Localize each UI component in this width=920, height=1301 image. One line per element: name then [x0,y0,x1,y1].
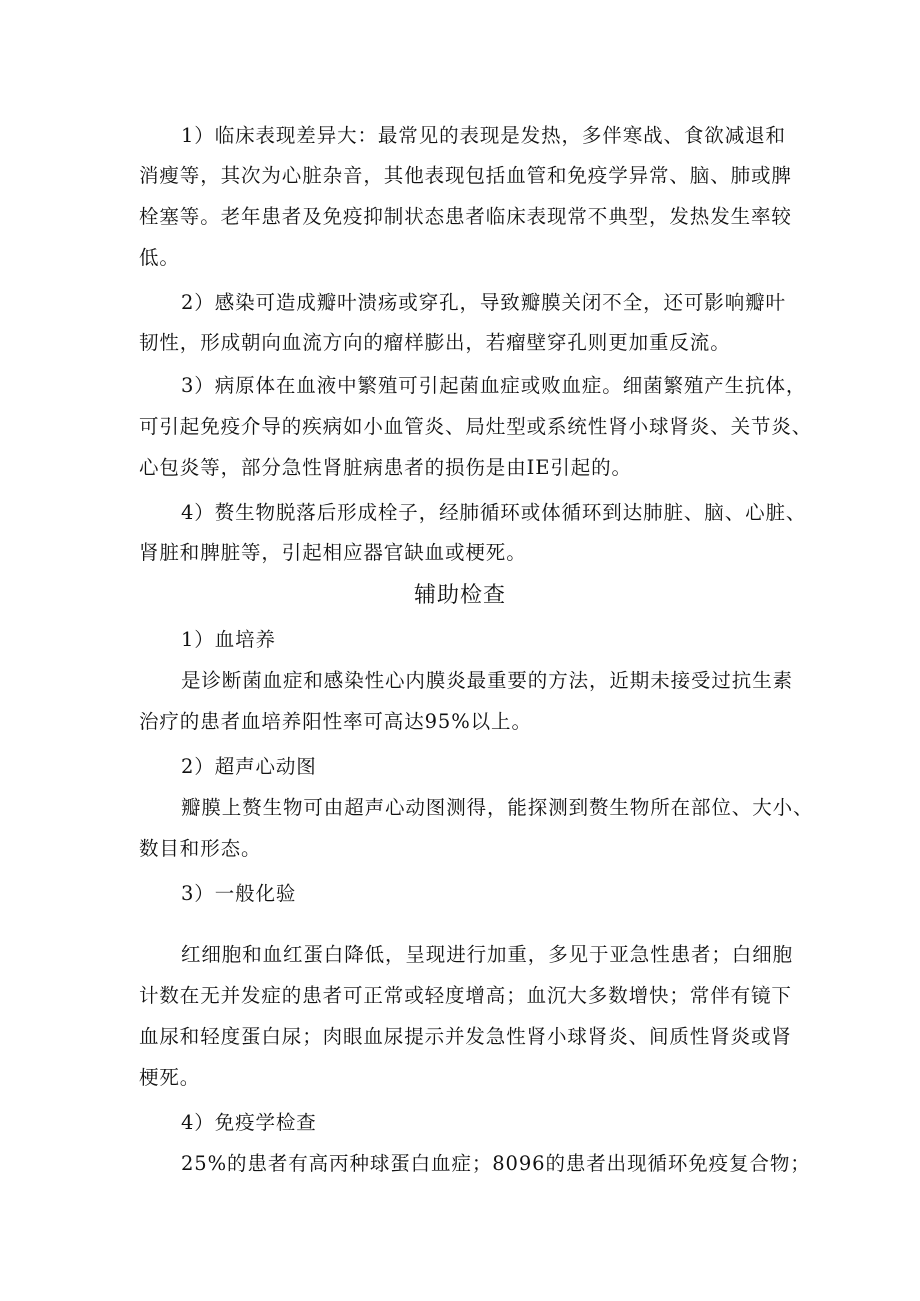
text-line: 治疗的患者血培养阳性率可高达95%以上。 [139,710,532,733]
exam-title: 4）免疫学检查 [181,1111,317,1134]
text-line: 3）病原体在血液中繁殖可引起菌血症或败血症。细菌繁殖产生抗体， [181,374,807,397]
text-line: 栓塞等。老年患者及免疫抑制状态患者临床表现常不典型，发热发生率较 [139,205,792,228]
exam-title: 3）一般化验 [181,882,297,905]
text-line: 消瘦等，其次为心脏杂音，其他表现包括血管和免疫学异常、脑、肺或脾 [139,164,792,187]
text-line: 血尿和轻度蛋白尿；肉眼血尿提示并发急性肾小球肾炎、间质性肾炎或肾 [139,1025,792,1048]
text-line: 韧性，形成朝向血流方向的瘤样膨出，若瘤壁穿孔则更加重反流。 [139,331,731,354]
text-line: 低。 [139,246,180,269]
text-line: 红细胞和血红蛋白降低，呈现进行加重，多见于亚急性患者；白细胞 [181,943,794,966]
text-line: 4）赘生物脱落后形成栓子，经肺循环或体循环到达肺脏、脑、心脏、 [181,501,807,524]
text-line: 1）临床表现差异大：最常见的表现是发热，多伴寒战、食欲减退和 [181,124,786,147]
exam-title: 1）血培养 [181,628,276,651]
text-line: 2）感染可造成瓣叶溃疡或穿孔，导致瓣膜关闭不全，还可影响瓣叶 [181,291,786,314]
text-line: 是诊断菌血症和感染性心内膜炎最重要的方法，近期未接受过抗生素 [181,669,794,692]
section-heading: 辅助检查 [413,583,506,608]
text-line: 计数在无并发症的患者可正常或轻度增高；血沉大多数增快；常伴有镜下 [139,984,792,1007]
exam-title: 2）超声心动图 [181,755,317,778]
text-line: 25%的患者有高丙种球蛋白血症；8096的患者出现循环免疫复合物； [181,1152,811,1175]
text-line: 瓣膜上赘生物可由超声心动图测得，能探测到赘生物所在部位、大小、 [181,796,814,819]
text-line: 梗死。 [139,1066,201,1089]
text-line: 可引起免疫介导的疾病如小血管炎、局灶型或系统性肾小球肾炎、关节炎、 [139,415,813,438]
text-line: 数目和形态。 [139,837,262,860]
text-line: 心包炎等，部分急性肾脏病患者的损伤是由IE引起的。 [139,456,632,479]
text-line: 肾脏和脾脏等，引起相应器官缺血或梗死。 [139,541,527,564]
